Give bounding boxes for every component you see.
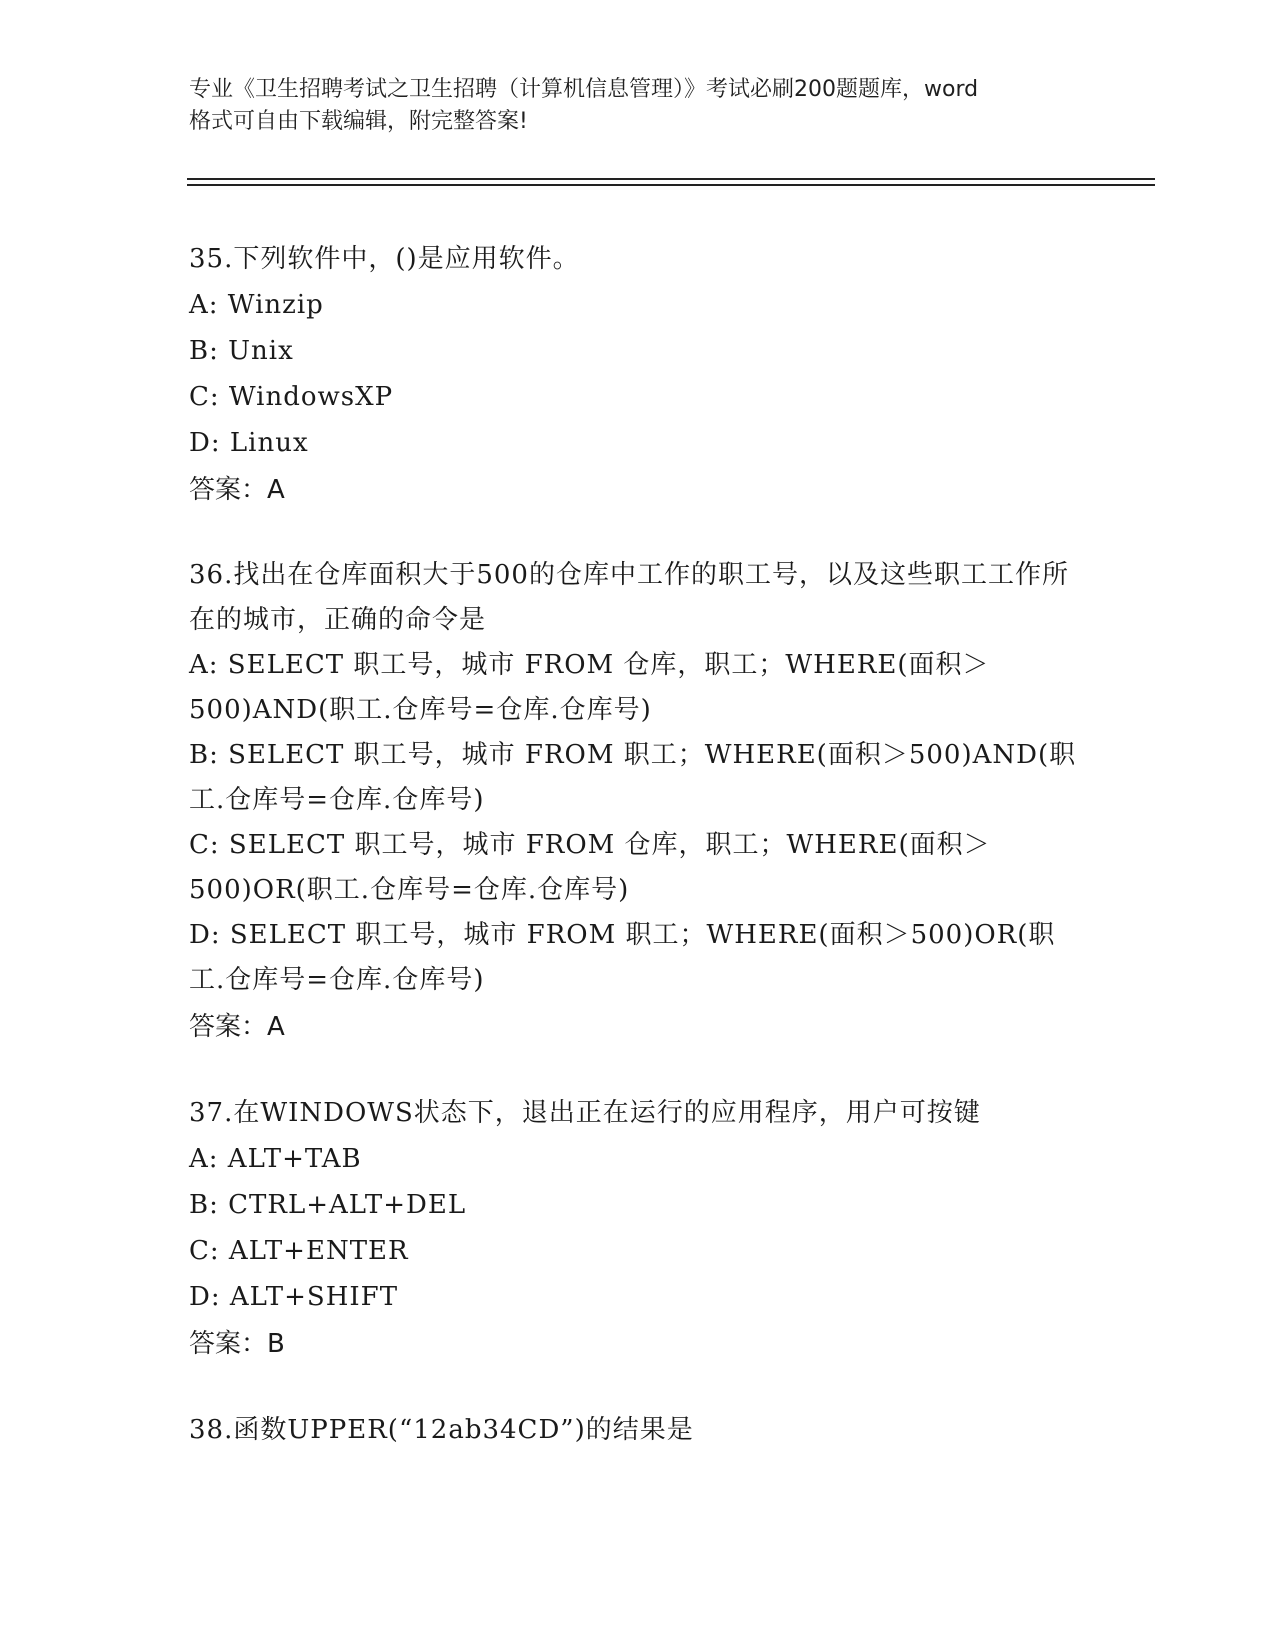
answer-label: 答案：A — [189, 475, 285, 505]
option-c: C: WindowsXP — [189, 382, 394, 412]
question-list — [189, 236, 1089, 1494]
header-line-2: 格式可自由下载编辑，附完整答案! — [189, 109, 528, 134]
document-header — [189, 74, 1089, 138]
option-c: C: ALT+ENTER — [189, 1236, 409, 1266]
option-d: D: Linux — [189, 428, 309, 458]
header-divider-top — [187, 178, 1155, 180]
question-36 — [189, 553, 1089, 1049]
question-stem: 36.找出在仓库面积大于500的仓库中工作的职工号，以及这些职工工作所在的城市，正确的命令是 — [189, 560, 1069, 635]
header-line-1: 专业《卫生招聘考试之卫生招聘（计算机信息管理）》考试必刷200题题库，word — [189, 77, 979, 102]
question-stem: 35.下列软件中，()是应用软件。 — [189, 244, 580, 274]
question-38 — [189, 1407, 1089, 1453]
option-d: D: ALT+SHIFT — [189, 1282, 399, 1312]
answer-label: 答案：A — [189, 1012, 285, 1042]
question-37 — [189, 1090, 1089, 1366]
option-b: B: Unix — [189, 336, 294, 366]
option-b: B: SELECT 职工号，城市 FROM 职工；WHERE(面积＞500)AND(职工.仓库号=仓库.仓库号) — [189, 740, 1077, 815]
header-divider-bottom — [187, 184, 1155, 186]
answer-label: 答案：B — [189, 1329, 285, 1359]
question-stem: 38.函数UPPER(“12ab34CD”)的结果是 — [189, 1415, 694, 1445]
question-35 — [189, 236, 1089, 512]
option-a: A: SELECT 职工号，城市 FROM 仓库，职工；WHERE(面积＞500)AND(职工.仓库号=仓库.仓库号) — [189, 650, 990, 725]
option-c: C: SELECT 职工号，城市 FROM 仓库，职工；WHERE(面积＞500)OR(职工.仓库号=仓库.仓库号) — [189, 830, 991, 905]
option-d: D: SELECT 职工号，城市 FROM 职工；WHERE(面积＞500)OR(职工.仓库号=仓库.仓库号) — [189, 920, 1056, 995]
option-b: B: CTRL+ALT+DEL — [189, 1190, 467, 1220]
option-a: A: ALT+TAB — [189, 1144, 362, 1174]
question-stem: 37.在WINDOWS状态下，退出正在运行的应用程序，用户可按键 — [189, 1098, 981, 1128]
option-a: A: Winzip — [189, 290, 324, 320]
